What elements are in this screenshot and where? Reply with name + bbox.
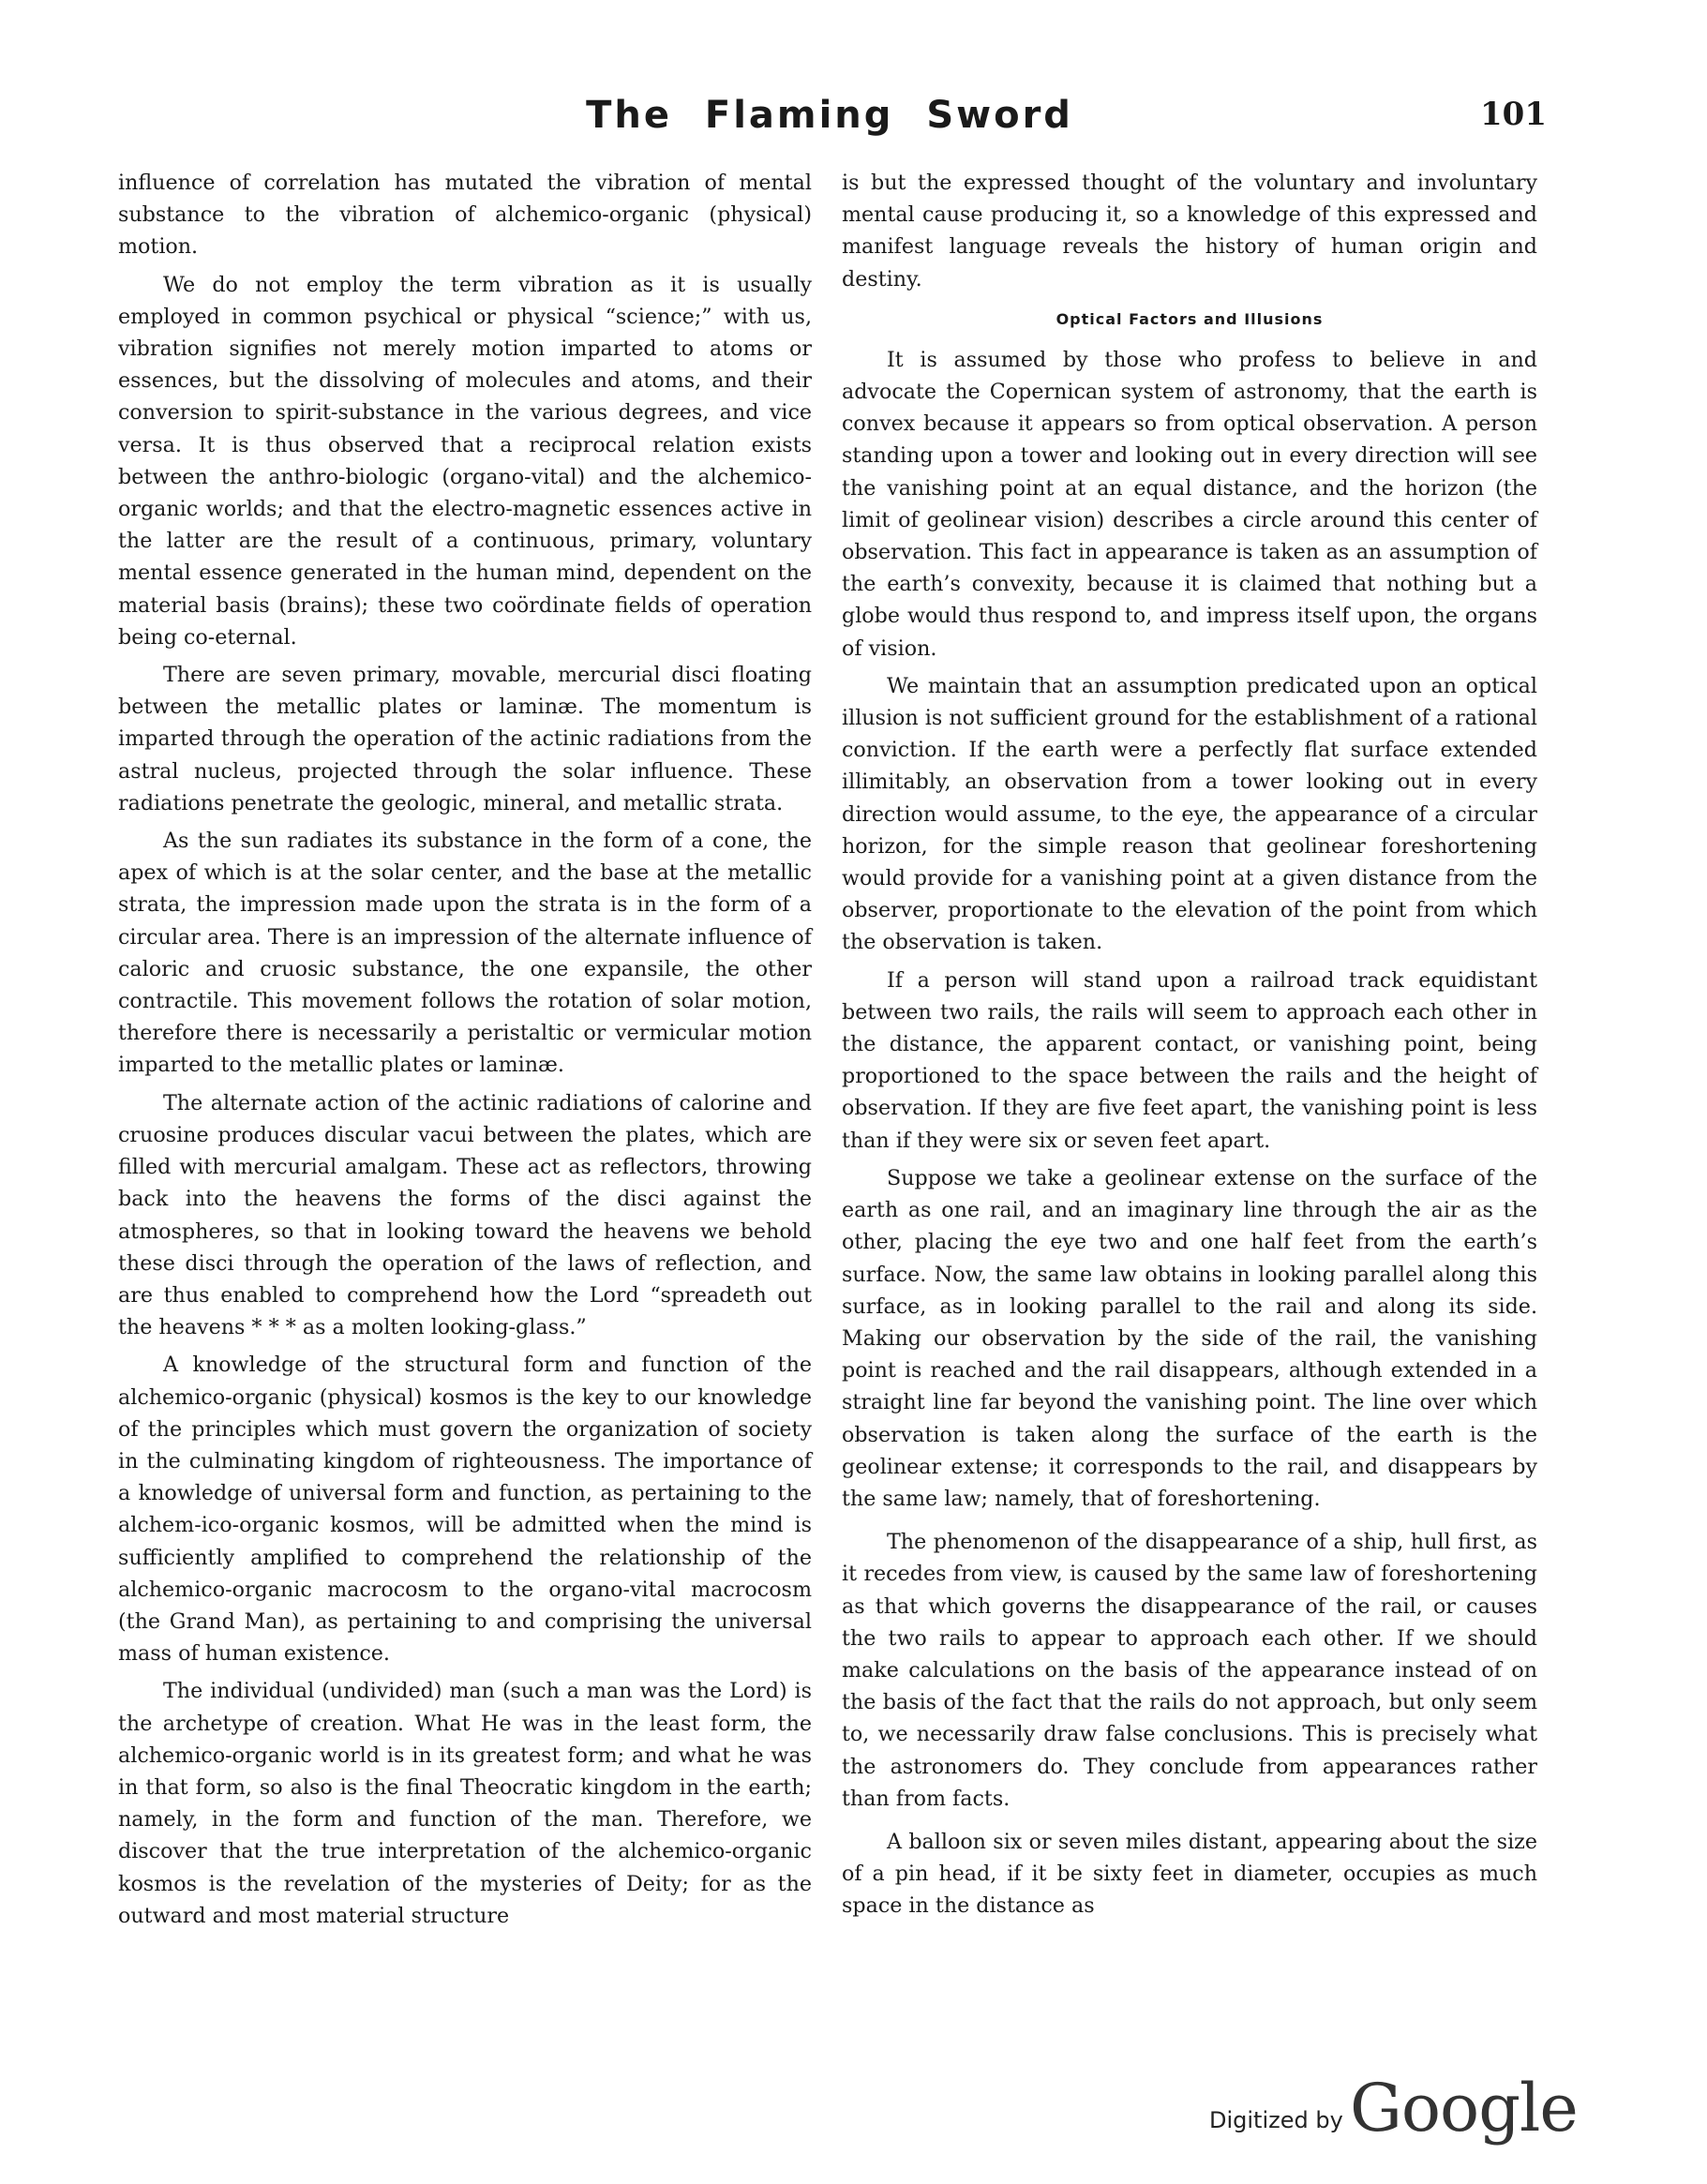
left-column <box>118 167 812 1937</box>
paragraph: We do not employ the term vibration as it is usually employed in common psychical or physical “science;” with us, vibration signifies not merely motion imparted to atoms or essences, but the dissolving of molecules and atoms, and their conversion to spirit-substance in the various degrees, and vice versa. It is thus observed that a reciprocal relation exists between the anthro-biologic (organo-vital) and the alchemico-organic worlds; and that the electro-magnetic essences active in the latter are the result of a continuous, primary, voluntary mental essence generated in the human mind, dependent on the material basis (brains); these two coördinate fields of operation being co-eternal. <box>118 272 812 650</box>
paragraph: There are seven primary, movable, mercurial disci floating between the metallic plates or laminæ. The momentum is imparted through the operation of the actinic radiations from the astral nucleus, projected through the solar influence. These radiations penetrate the geologic, mineral, and metallic strata. <box>118 663 812 815</box>
digitization-watermark <box>1209 2072 1603 2147</box>
paragraph: As the sun radiates its substance in the form of a cone, the apex of which is at the solar center, and the base at the metallic strata, the impression made upon the strata is in the form of a circular area. There is an impression of the alternate influence of caloric and cruosic substance, the one expansile, the other contractile. This movement follows the rotation of solar motion, therefore there is necessarily a peristaltic or vermicular motion imparted to the metallic plates or laminæ. <box>118 829 812 1078</box>
running-header <box>112 94 1547 150</box>
paragraph: If a person will stand upon a railroad track equidistant between two rails, the rails will seem to approach each other in the distance, the apparent contact, or vanishing point, being proportioned to the space between the rails and the height of observation. If they are five feet apart, the vanishing point is less than if they were six or seven feet apart. <box>842 967 1537 1153</box>
paragraph: The phenomenon of the disappearance of a ship, hull first, as it recedes from view, is caused by the same law of foreshortening as that which governs the disappearance of the rail, or causes the two rails to appear to approach each other. If we should make calculations on the basis of the appearance instead of on the basis of the fact that the rails do not approach, but only seem to, we necessarily draw false conclusions. This is precisely what the astronomers do. They conclude from appearances rather than from facts. <box>842 1530 1537 1811</box>
paragraph: is but the expressed thought of the voluntary and involuntary mental cause producing it, so a knowledge of this expressed and manifest language reveals the history of human origin and destiny. <box>842 171 1537 292</box>
section-heading: Optical Factors and Illusions <box>1056 309 1324 328</box>
paragraph: A knowledge of the structural form and function of the alchemico-organic (physical) kosmos is the key to our knowledge of the principles which must govern the organization of society in the culminating kingdom of righteousness. The importance of a knowledge of universal form and function, as pertaining to the alchem-ico-organic kosmos, will be admitted when the mind is sufficiently amplified to comprehend the relationship of the alchemico-organic macrocosm to the organo-vital macrocosm (the Grand Man), as pertaining to and comprising the universal mass of human existence. <box>118 1353 812 1667</box>
paragraph: influence of correlation has mutated the vibration of mental substance to the vibration of alchemico-organic (physical) motion. <box>118 171 812 260</box>
paragraph: It is assumed by those who profess to believe in and advocate the Copernican system of astronomy, that the earth is convex because it appears so from optical observation. A person standing upon a tower and looking out in every direction will see the vanishing point at an equal distance, and the horizon (the limit of geolinear vision) describes a circle around this center of observation. This fact in appearance is taken as an assumption of the earth’s convexity, because it is claimed that nothing but a globe would thus respond to, and impress itself upon, the organs of vision. <box>842 347 1537 661</box>
page-number: 101 <box>1480 96 1547 133</box>
running-title: The Flaming Sword <box>586 94 1073 137</box>
paragraph: The individual (undivided) man (such a man was the Lord) is the archetype of creation. What He was in the least form, the alchemico-organic world is in its greatest form; and what he was in that form, so also is the final Theocratic kingdom in the earth; namely, in the form and function of the man. Therefore, we discover that the true interpretation of the alchemico-organic kosmos is the revelation of the mysteries of Deity; for as the outward and most material structure <box>118 1679 812 1928</box>
paragraph: Suppose we take a geolinear extense on the surface of the earth as one rail, and an imaginary line through the air as the other, placing the eye two and one half feet from the earth’s surface. Now, the same law obtains in looking parallel along this surface, as in looking parallel to the rail and along its side. Making our observation by the side of the rail, the vanishing point is reached and the rail disappears, although extended in a straight line far beyond the vanishing point. The line over which observation is taken along the surface of the earth is the geolinear extense; it corresponds to the rail, and disappears by the same law; namely, that of foreshortening. <box>842 1165 1537 1511</box>
paragraph: A balloon six or seven miles distant, appearing about the size of a pin head, if it be sixty feet in diameter, occupies as much space in the distance as <box>842 1829 1537 1919</box>
digitized-by-label: Digitized by <box>1209 2107 1343 2133</box>
google-logo: Google <box>1350 2070 1578 2147</box>
right-column <box>842 167 1537 1928</box>
paragraph: We maintain that an assumption predicated upon an optical illusion is not sufficient ground for the establishment of a rational conviction. If the earth were a perfectly flat surface extended illimitably, an observation from a tower looking out in every direction would assume, to the eye, the appearance of a circular horizon, for the simple reason that geolinear foreshortening would provide for a vanishing point at a given distance from the observer, proportionate to the elevation of the point from which the observation is taken. <box>842 673 1537 955</box>
paragraph: The alternate action of the actinic radiations of calorine and cruosine produces discular vacui between the plates, which are filled with mercurial amalgam. These act as reflectors, throwing back into the heavens the forms of the disci against the atmospheres, so that in looking toward the heavens we behold these disci through the operation of the laws of reflection, and are thus enabled to comprehend how the Lord “spreadeth out the heavens * * * as a molten looking-glass.” <box>118 1090 812 1340</box>
